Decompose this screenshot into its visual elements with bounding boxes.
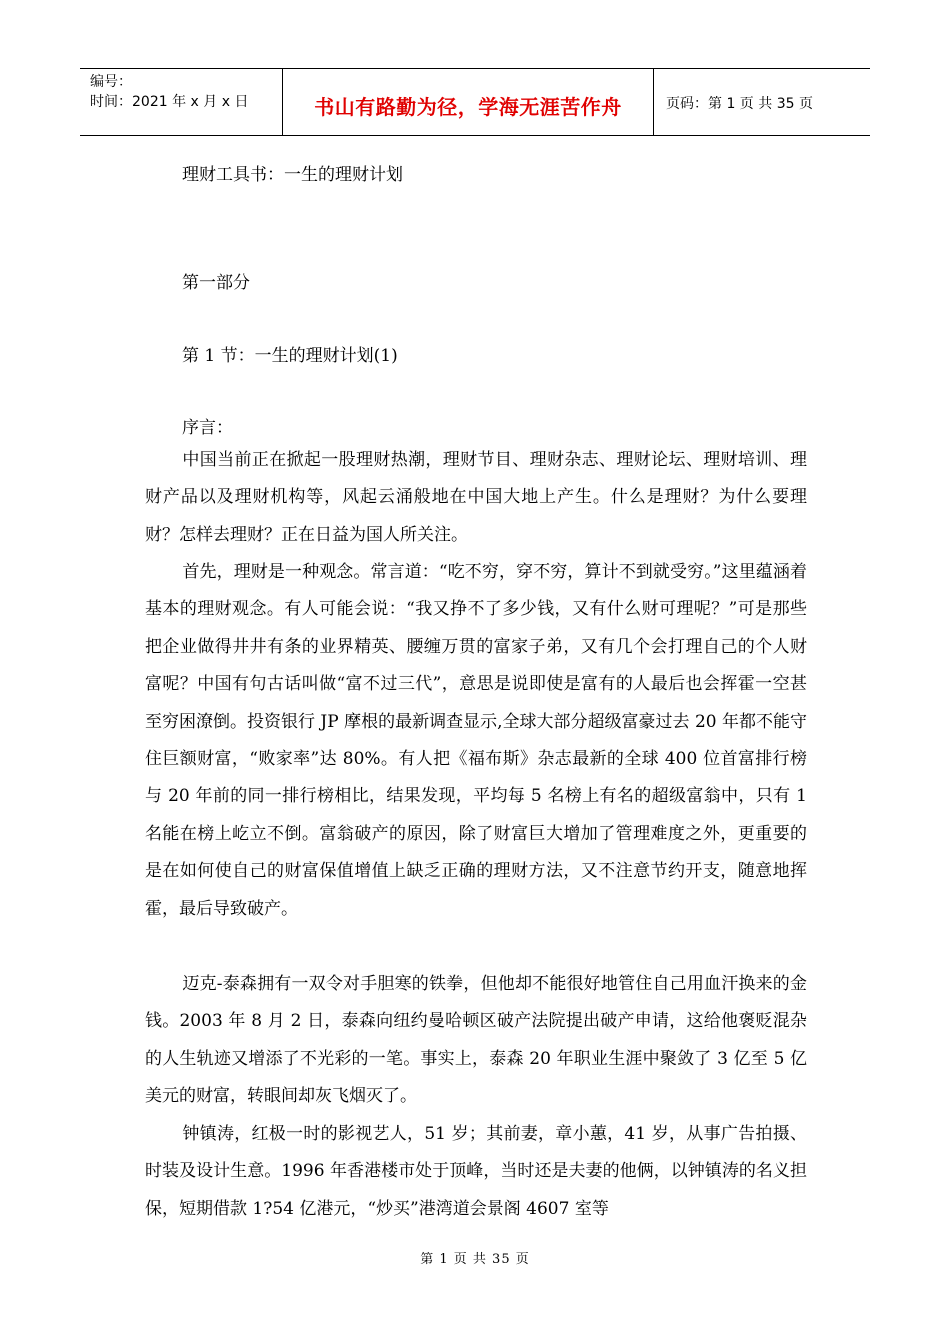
header-motto-cell — [282, 69, 654, 135]
book-title: 理财工具书：一生的理财计划 — [182, 165, 403, 185]
paragraph-3: 迈克-泰森拥有一双令对手胆寒的铁拳，但他却不能很好地管住自己用血汗换来的金钱。2003 年 8 月 2 日，泰森向纽约曼哈顿区破产法院提出破产申请，这给他褒贬混杂的人生轨迹又增添了不光彩的一笔。事实上，泰森 20 年职业生涯中聚敛了 3 亿至 5 亿美元的财富，转眼间却灰飞烟灭了。 — [145, 974, 807, 1107]
section-heading: 第 1 节：一生的理财计划(1) — [182, 346, 398, 366]
document-number-label: 编号： — [90, 74, 132, 90]
preface-label: 序言： — [182, 418, 233, 438]
paragraph-4: 钟镇涛，红极一时的影视艺人，51 岁；其前妻，章小蕙，41 岁，从事广告拍摄、时装及设计生意。1996 年香港楼市处于顶峰，当时还是夫妻的他俩，以钟镇涛的名义担保，短期借款 1?54 亿港元，“炒买”港湾道会景阁 4607 室等 — [145, 1124, 807, 1219]
document-header-table — [80, 68, 870, 136]
header-page-number: 页码：第 1 页 共 35 页 — [666, 96, 813, 112]
document-date-label: 时间：2021 年 x 月 x 日 — [90, 94, 249, 110]
paragraph-2: 首先，理财是一种观念。常言道：“吃不穷，穿不穷，算计不到就受穷。”这里蕴涵着基本的理财观念。有人可能会说：“我又挣不了多少钱，又有什么财可理呢？”可是那些把企业做得井井有条的业界精英、腰缠万贯的富家子弟，又有几个会打理自己的个人财富呢？中国有句古话叫做“富不过三代”，意思是说即使是富有的人最后也会挥霍一空甚至穷困潦倒。投资银行 JP 摩根的最新调查显示,全球大部分超级富豪过去 20 年都不能守住巨额财富，“败家率”达 80%。有人把《福布斯》杂志最新的全球 400 位首富排行榜与 20 年前的同一排行榜相比，结果发现，平均每 5 名榜上有名的超级富翁中，只有 1 名能在榜上屹立不倒。富翁破产的原因，除了财富巨大增加了管理难度之外，更重要的是在如何使自己的财富保值增值上缺乏正确的理财方法，又不注意节约开支，随意地挥霍，最后导致破产。 — [145, 562, 807, 919]
header-page-cell — [654, 69, 870, 135]
page-footer: 第 1 页 共 35 页 — [420, 1252, 530, 1267]
paragraph-1: 中国当前正在掀起一股理财热潮，理财节目、理财杂志、理财论坛、理财培训、理财产品以及理财机构等，风起云涌般地在中国大地上产生。什么是理财？为什么要理财？怎样去理财？正在日益为国人所关注。 — [145, 450, 807, 545]
part-heading: 第一部分 — [182, 273, 250, 293]
header-meta-cell — [80, 69, 282, 135]
header-motto: 书山有路勤为径，学海无涯苦作舟 — [314, 95, 622, 119]
